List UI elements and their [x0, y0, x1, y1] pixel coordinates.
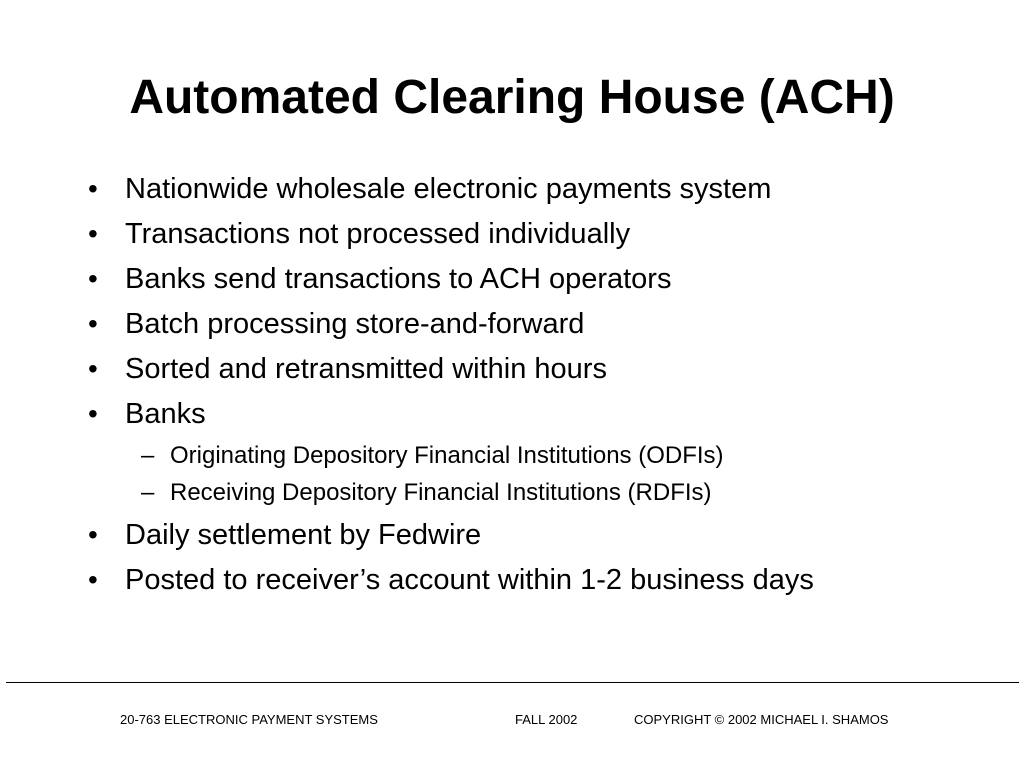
bullet-text: Sorted and retransmitted within hours: [125, 353, 607, 385]
footer-copyright: COPYRIGHT © 2002 MICHAEL I. SHAMOS: [634, 712, 889, 727]
bullet-text: Nationwide wholesale electronic payments system: [125, 173, 772, 205]
bullet-marker: •: [88, 519, 98, 550]
bullet-marker: •: [88, 353, 98, 384]
footer-course: 20-763 ELECTRONIC PAYMENT SYSTEMS: [120, 712, 378, 727]
bullet-text: Daily settlement by Fedwire: [125, 519, 482, 551]
bullet-text: Batch processing store-and-forward: [125, 308, 585, 340]
sub-bullet-marker: –: [141, 479, 155, 506]
slide-title: Automated Clearing House (ACH): [129, 71, 895, 124]
bullet-text: Banks: [125, 398, 206, 430]
bullet-text: Transactions not processed individually: [125, 218, 631, 250]
bullet-text: Posted to receiver’s account within 1-2 business days: [125, 564, 814, 596]
bullet-marker: •: [88, 308, 98, 339]
bullet-marker: •: [88, 173, 98, 204]
footer-term: FALL 2002: [515, 712, 578, 727]
sub-bullet-text: Originating Depository Financial Institutions (ODFIs): [170, 442, 724, 469]
sub-bullet-text: Receiving Depository Financial Institutions (RDFIs): [170, 479, 712, 506]
bullet-marker: •: [88, 564, 98, 595]
bullet-marker: •: [88, 398, 98, 429]
sub-bullet-marker: –: [141, 442, 155, 469]
bullet-text: Banks send transactions to ACH operators: [125, 263, 672, 295]
bullet-marker: •: [88, 218, 98, 249]
footer-divider: [6, 682, 1019, 683]
bullet-marker: •: [88, 263, 98, 294]
